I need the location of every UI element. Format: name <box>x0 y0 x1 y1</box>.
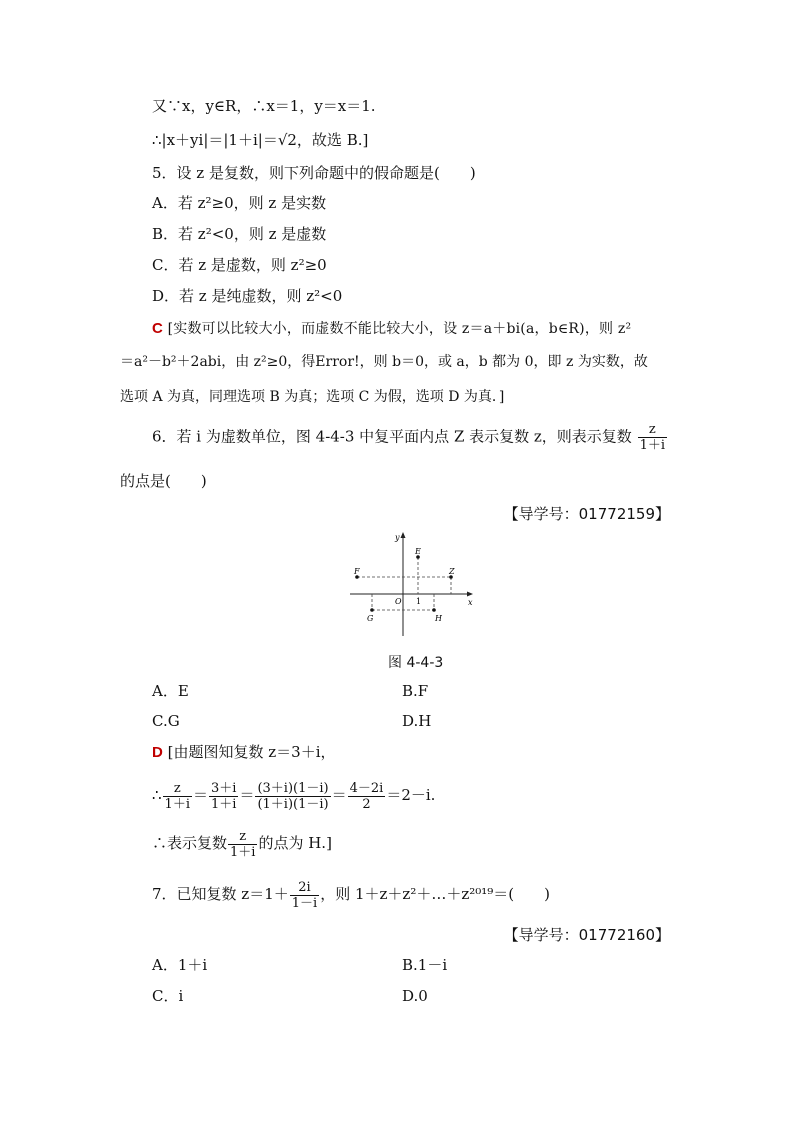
answer-6-text-3-post: 的点为 H.] <box>258 834 332 852</box>
answer-6-line-1 <box>152 741 336 764</box>
eq-frac-3-den: (1＋i)(1－i) <box>257 796 329 812</box>
answer-5-line-1 <box>152 317 631 340</box>
answer-6-equation <box>152 772 435 818</box>
equals-3: ＝ <box>331 786 347 804</box>
eq-frac-1 <box>163 781 192 812</box>
q6-fraction <box>638 422 667 453</box>
answer-6-text-3-pre: ∴表示复数 <box>152 834 228 852</box>
eq-frac-2-den: 1＋i <box>211 796 237 812</box>
answer-6-frac-den: 1＋i <box>230 844 256 860</box>
q6-frac-den: 1＋i <box>639 438 666 453</box>
q6-option-b: B.F <box>402 682 429 700</box>
solution-line-1: 又∵x，y∈R，∴x＝1，y＝x＝1. <box>152 97 376 115</box>
answer-5-line-2: ＝a²－b²＋2abi，由 z²≥0，得Error!，则 b＝0，或 a，b 都为 0，即 z 为实数，故 <box>120 354 648 370</box>
eq-frac-2-num: 3＋i <box>211 780 237 796</box>
eq-frac-4-den: 2 <box>362 796 371 812</box>
answer-6-frac <box>228 829 257 860</box>
q7-guide-code: 【导学号：01772160】 <box>503 926 670 944</box>
q6-text: 6．若 i 为虚数单位，图 4-4-3 中复平面内点 Z 表示复数 z，则表示复数 <box>152 427 632 446</box>
eq-frac-2 <box>209 781 238 812</box>
q6-option-c: C.G <box>152 712 180 730</box>
answer-5-line-3: 选项 A 为真，同理选项 B 为真；选项 C 为假，选项 D 为真．] <box>120 389 505 405</box>
equals-2: ＝ <box>239 786 255 804</box>
answer-5-text-1: [实数可以比较大小，而虚数不能比较大小，设 z＝a＋bi(a，b∈R)，则 z² <box>167 321 632 337</box>
q6-option-a: A．E <box>152 682 189 700</box>
label-h: H <box>435 614 442 623</box>
eq-frac-3-num: (3＋i)(1－i) <box>257 780 329 796</box>
q7-frac-num: 2i <box>290 880 319 896</box>
x-axis-arrow <box>467 592 473 597</box>
eq-frac-1-den: 1＋i <box>164 796 190 812</box>
q7-option-a: A．1＋i <box>152 956 208 974</box>
answer-6-line-3 <box>152 826 332 860</box>
y-axis-arrow <box>401 532 406 538</box>
label-g: G <box>367 614 374 623</box>
figure-caption: 图 4-4-3 <box>388 655 444 671</box>
q7-text-post: ，则 1＋z＋z²＋…＋z²⁰¹⁹＝( ) <box>320 885 550 903</box>
label-tick-1: 1 <box>416 597 422 606</box>
q5-option-d: D．若 z 是纯虚数，则 z²<0 <box>152 287 343 305</box>
label-x-axis: x <box>468 598 473 607</box>
q7-fraction <box>290 880 319 911</box>
q7-frac-den: 1－i <box>291 895 318 911</box>
q6-frac-num: z <box>638 422 667 438</box>
point-h <box>432 608 436 612</box>
point-g <box>370 608 374 612</box>
q7-option-d: D.0 <box>402 987 428 1005</box>
q5-option-a: A．若 z²≥0，则 z 是实数 <box>152 194 327 212</box>
solution-line-2: ∴|x＋yi|＝|1＋i|＝√2，故选 B.] <box>152 131 369 149</box>
complex-plane-figure <box>340 528 480 640</box>
answer-6-letter: D <box>152 744 163 761</box>
q7-option-b: B.1－i <box>402 956 448 974</box>
label-f: F <box>354 567 360 576</box>
q5-option-c: C．若 z 是虚数，则 z²≥0 <box>152 256 327 274</box>
q7-text-pre: 7．已知复数 z＝1＋ <box>152 885 289 903</box>
eq-frac-4-num: 4－2i <box>349 780 384 796</box>
q6-option-d: D.H <box>402 712 432 730</box>
question-7 <box>152 874 550 914</box>
question-6-line-1 <box>152 422 668 453</box>
question-6-line-2: 的点是( ) <box>120 472 207 490</box>
q7-option-c: C．i <box>152 987 184 1005</box>
equals-1: ＝ <box>192 786 208 804</box>
eq-frac-4 <box>348 781 386 812</box>
q6-guide-code: 【导学号：01772159】 <box>503 505 670 523</box>
label-y-axis: y <box>395 533 400 542</box>
q5-option-b: B．若 z²<0，则 z 是虚数 <box>152 225 327 243</box>
answer-6-text-1: [由题图知复数 z＝3＋i， <box>167 743 336 761</box>
answer-6-frac-num: z <box>228 829 257 845</box>
eq-frac-3 <box>255 781 330 812</box>
eq-frac-1-num: z <box>163 781 192 797</box>
eq-result: ＝2－i. <box>386 786 436 804</box>
label-origin: O <box>395 597 402 606</box>
label-z: Z <box>449 567 455 576</box>
answer-5-letter: C <box>152 320 163 337</box>
label-e: E <box>415 547 421 556</box>
therefore-symbol: ∴ <box>152 786 162 804</box>
question-5: 5．设 z 是复数，则下列命题中的假命题是( ) <box>152 164 476 182</box>
